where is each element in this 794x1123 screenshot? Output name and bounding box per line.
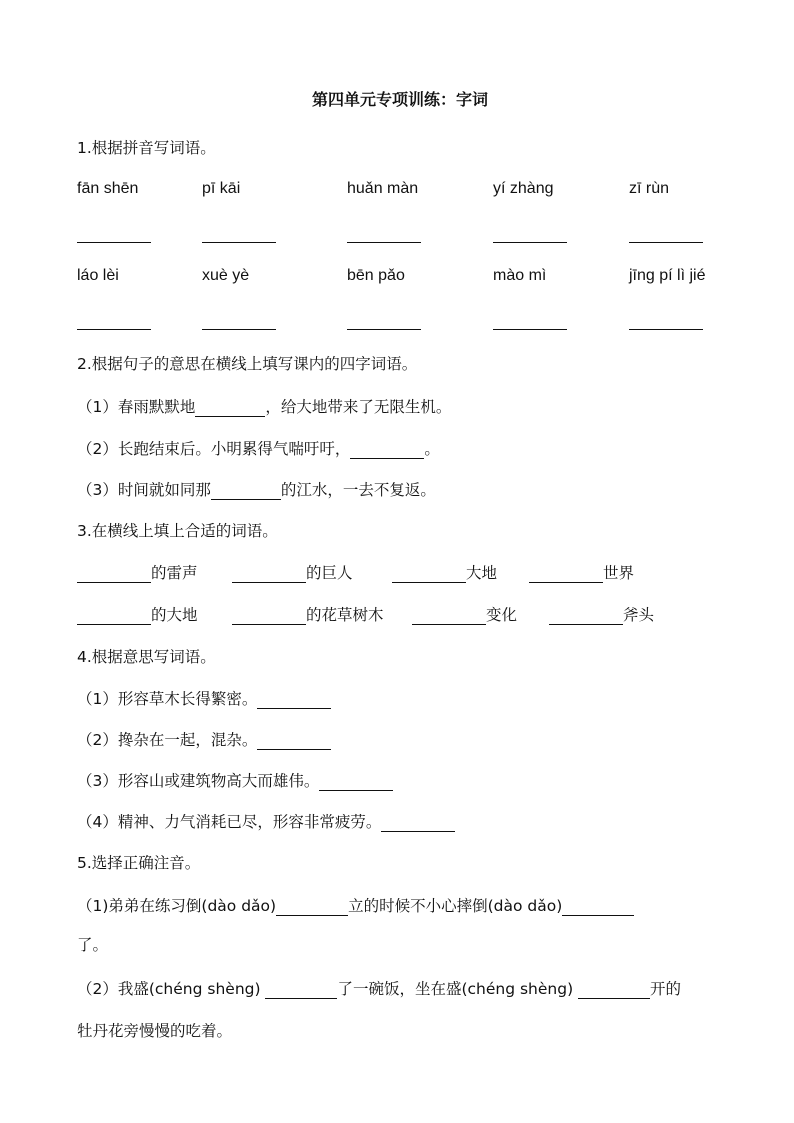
- answer-blank[interactable]: [392, 565, 466, 583]
- section-5-heading: 5.选择正确注音。: [77, 854, 201, 872]
- section-1-heading: 1.根据拼音写词语。: [77, 139, 216, 157]
- answer-blank[interactable]: [493, 328, 567, 330]
- s4-q4-text: （4）精神、力气消耗已尽，形容非常疲劳。: [77, 813, 382, 831]
- s3-word: 的大地: [151, 606, 198, 624]
- s2-q2-text-a: （2）长跑结束后。小明累得气喘吁吁，: [77, 440, 351, 458]
- s3-item-2: [232, 561, 353, 583]
- answer-blank[interactable]: [276, 898, 348, 916]
- answer-blank[interactable]: [412, 607, 486, 625]
- answer-blank[interactable]: [77, 328, 151, 330]
- s5-q2-text-c: 开的: [650, 980, 682, 998]
- s5-q2-tail: 牡丹花旁慢慢的吃着。: [77, 1022, 233, 1040]
- s2-question-1: [77, 395, 451, 417]
- s3-item-3: [392, 561, 497, 583]
- s4-question-1: [77, 687, 331, 709]
- s5-question-1: [77, 894, 634, 916]
- s3-item-5: [77, 603, 198, 625]
- s4-q1-text: （1）形容草木长得繁密。: [77, 690, 258, 708]
- s4-q3-text: （3）形容山或建筑物高大而雄伟。: [77, 772, 320, 790]
- s4-q2-text: （2）搀杂在一起，混杂。: [77, 731, 258, 749]
- s2-q3-text-a: （3）时间就如同那: [77, 481, 211, 499]
- answer-blank[interactable]: [493, 241, 567, 243]
- answer-blank[interactable]: [232, 565, 306, 583]
- s3-word: 变化: [486, 606, 518, 624]
- answer-blank[interactable]: [549, 607, 623, 625]
- s3-item-6: [232, 603, 384, 625]
- pinyin-6: láo lèi: [77, 267, 119, 284]
- answer-blank[interactable]: [232, 607, 306, 625]
- answer-blank[interactable]: [77, 241, 151, 243]
- pinyin-3: huǎn màn: [347, 180, 419, 197]
- section-4-heading: 4.根据意思写词语。: [77, 648, 216, 666]
- answer-blank[interactable]: [211, 482, 281, 500]
- s3-word: 的雷声: [151, 564, 198, 582]
- answer-blank[interactable]: [381, 814, 455, 832]
- s5-q2-text-a: （2）我盛(chéng shèng): [77, 980, 266, 998]
- answer-blank[interactable]: [257, 691, 331, 709]
- s2-q1-text-a: （1）春雨默默地: [77, 398, 196, 416]
- answer-blank[interactable]: [257, 732, 331, 750]
- pinyin-1: fān shēn: [77, 180, 139, 197]
- pinyin-5: zī rùn: [629, 180, 670, 197]
- s4-question-4: [77, 810, 455, 832]
- pinyin-4: yí zhàng: [493, 180, 554, 197]
- answer-blank[interactable]: [529, 565, 603, 583]
- s3-word: 的花草树木: [306, 606, 384, 624]
- s3-word: 的巨人: [306, 564, 353, 582]
- s2-question-2: [77, 437, 440, 459]
- page-title: 第四单元专项训练：字词: [312, 90, 489, 109]
- s4-question-2: [77, 728, 331, 750]
- s2-q1-text-b: ，给大地带来了无限生机。: [265, 398, 452, 416]
- s3-item-1: [77, 561, 198, 583]
- answer-blank[interactable]: [347, 328, 421, 330]
- s5-q1-text-a: （1)弟弟在练习倒(dào dǎo): [77, 897, 277, 915]
- s5-q1-tail: 了。: [77, 936, 109, 954]
- s5-q2-text-b: 了一碗饭，坐在盛(chéng shèng): [337, 980, 579, 998]
- pinyin-8: bēn pǎo: [347, 267, 405, 284]
- s3-item-8: [549, 603, 654, 625]
- s3-word: 世界: [603, 564, 635, 582]
- section-3-heading: 3.在横线上填上合适的词语。: [77, 522, 278, 540]
- answer-blank[interactable]: [350, 441, 424, 459]
- pinyin-7: xuè yè: [202, 267, 250, 284]
- s2-q2-text-b: 。: [424, 440, 440, 458]
- pinyin-10: jīng pí lì jié: [629, 267, 706, 284]
- s4-question-3: [77, 769, 393, 791]
- s5-q1-text-b: 立的时候不小心摔倒(dào dǎo): [348, 897, 563, 915]
- pinyin-2: pī kāi: [202, 180, 241, 197]
- s3-word: 斧头: [623, 606, 655, 624]
- answer-blank[interactable]: [629, 241, 703, 243]
- s3-word: 大地: [466, 564, 498, 582]
- answer-blank[interactable]: [347, 241, 421, 243]
- answer-blank[interactable]: [265, 981, 337, 999]
- answer-blank[interactable]: [202, 241, 276, 243]
- answer-blank[interactable]: [562, 898, 634, 916]
- s3-item-4: [529, 561, 634, 583]
- answer-blank[interactable]: [319, 773, 393, 791]
- section-2-heading: 2.根据句子的意思在横线上填写课内的四字词语。: [77, 355, 418, 373]
- answer-blank[interactable]: [578, 981, 650, 999]
- s2-question-3: [77, 478, 436, 500]
- answer-blank[interactable]: [77, 565, 151, 583]
- answer-blank[interactable]: [77, 607, 151, 625]
- answer-blank[interactable]: [202, 328, 276, 330]
- answer-blank[interactable]: [195, 399, 265, 417]
- s5-question-2: [77, 977, 681, 999]
- answer-blank[interactable]: [629, 328, 703, 330]
- s2-q3-text-b: 的江水，一去不复返。: [280, 481, 436, 499]
- s3-item-7: [412, 603, 517, 625]
- pinyin-9: mào mì: [493, 267, 547, 284]
